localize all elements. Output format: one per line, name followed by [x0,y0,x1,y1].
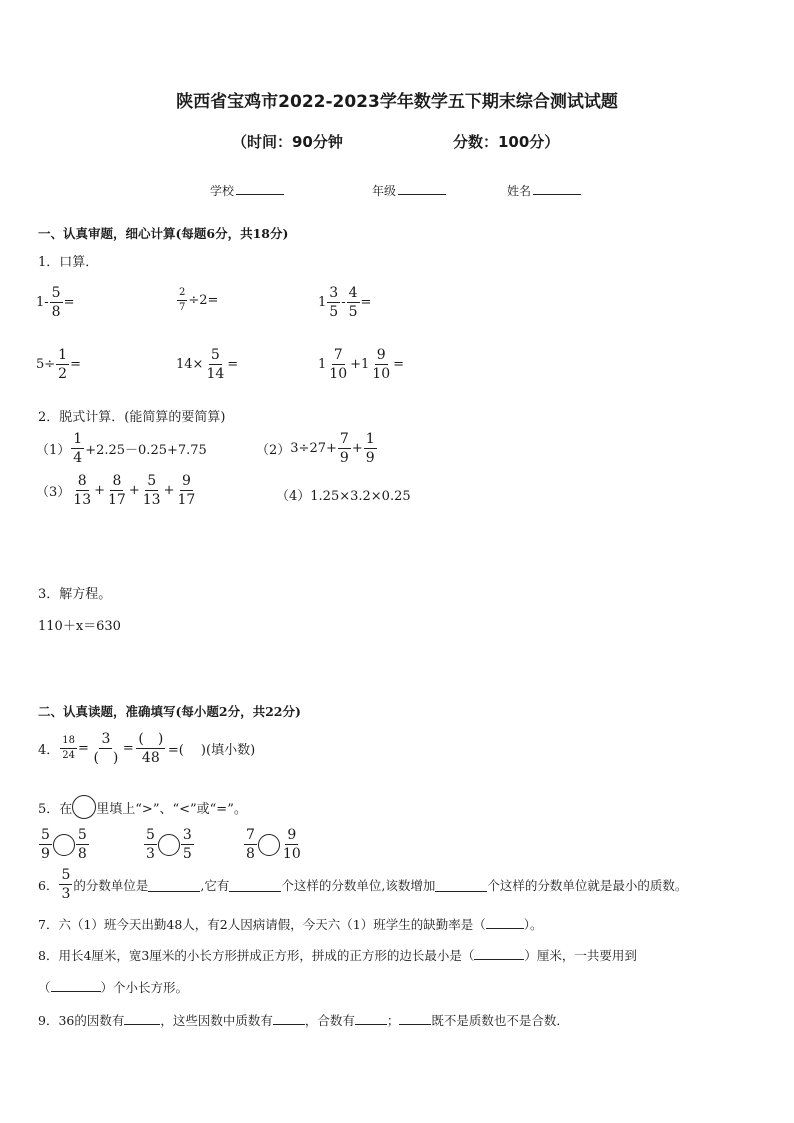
grade-label: 年级 [372,184,397,198]
grade-field[interactable] [372,182,446,199]
q5-prompt: 5．在 里填上“>”、“<”或“=”。 [38,795,247,819]
compare-circle-b[interactable] [158,834,180,856]
compare-circle-icon [72,795,96,819]
q9-blank-2[interactable] [273,1011,305,1025]
q1-item-a: 1- $\frac{5}{8}$ = [36,285,75,320]
name-label: 姓名 [507,184,532,198]
compare-circle-c[interactable] [258,834,280,856]
q5-item-a: $\frac{5}{9}$ $\frac{5}{8}$ [41,827,87,862]
compare-circle-a[interactable] [53,834,75,856]
time-label: （时间：90分钟 [232,133,343,151]
q2-label: 2．脱式计算．(能简算的要简算) [38,410,226,425]
school-field[interactable] [210,182,284,199]
q2-part3: （3） $\frac{8}{13}$ + $\frac{8}{17}$ + $\frac{5}{13}$ + $\frac{9}{17}$ [36,473,196,508]
q7: 7．六（1）班今天出勤48人，有2人因病请假，今天六（1）班学生的缺勤率是（ ）。 [38,917,543,932]
q4-blank-2[interactable]: ( ) [138,731,164,747]
school-label: 学校 [210,184,235,198]
q2-part1: （1） $\frac{1}{4}$ +2.25－0.25+7.75 [36,431,207,466]
q8-blank-1[interactable] [474,946,524,960]
name-blank[interactable] [533,182,581,195]
page-title: 陕西省宝鸡市2022-2023学年数学五下期末综合测试试题 [176,92,618,112]
q4: 4． $\frac{18}{24}$ = $\frac{3}{( )}$ = $\frac{( )}{48}$ =( )(填小数) [38,731,256,766]
q9: 9．36的因数有 ，这些因数中质数有 ，合数有 ； 既不是质数也不是合数． [38,1013,569,1028]
q6-blank-2[interactable] [229,878,281,892]
school-blank[interactable] [236,182,284,195]
score-label: 分数：100分） [453,133,560,151]
section2-heading: 二、认真读题，准确填写(每小题2分，共22分) [38,704,301,719]
q1-item-e: 14× $\frac{5}{14}$ = [176,347,239,382]
q9-blank-1[interactable] [124,1011,160,1025]
q1-label: 1．口算． [38,255,99,270]
q6-blank-3[interactable] [435,878,487,892]
q4-tail[interactable]: =( )(填小数) [167,743,256,758]
q3-label: 3．解方程。 [38,587,112,602]
q2-part2: （2） 3÷27+ $\frac{7}{9}$ + $\frac{1}{9}$ [256,431,375,466]
q9-blank-4[interactable] [399,1011,431,1025]
q5-item-b: $\frac{5}{3}$ $\frac{3}{5}$ [146,827,192,862]
q8-line2: （ ）个小长方形。 [38,980,189,995]
q1-item-f: 1 $\frac{7}{10}$ +1 $\frac{9}{10}$ = [318,347,405,382]
grade-blank[interactable] [398,182,446,195]
q2-part4: （4）1.25×3.2×0.25 [276,489,411,504]
section1-heading: 一、认真审题，细心计算(每题6分，共18分) [38,226,289,241]
q9-blank-3[interactable] [355,1011,387,1025]
q4-blank-1[interactable]: ( ) [93,750,119,766]
q1-item-c: 1 $\frac{3}{5}$ - $\frac{4}{5}$ = [318,285,372,320]
q8-line1: 8．用长4厘米，宽3厘米的小长方形拼成正方形，拼成的正方形的边长最小是（ ）厘米，一共要用到 [38,948,637,963]
q1-item-d: 5÷ $\frac{1}{2}$ = [36,347,81,382]
q1-item-b: $\frac{2}{7}$ ÷2= [179,287,219,313]
q6: 6． $\frac{5}{3}$ 的分数单位是 ,它有 个这样的分数单位,该数增加 个这样的分数单位就是最小的质数。 [38,867,688,902]
q7-blank[interactable] [486,915,524,929]
q5-item-c: $\frac{7}{8}$ $\frac{9}{10}$ [246,827,301,862]
name-field[interactable] [507,182,581,199]
q6-blank-1[interactable] [148,878,200,892]
q3-equation: 110＋x＝630 [38,619,121,634]
q8-blank-2[interactable] [51,978,101,992]
